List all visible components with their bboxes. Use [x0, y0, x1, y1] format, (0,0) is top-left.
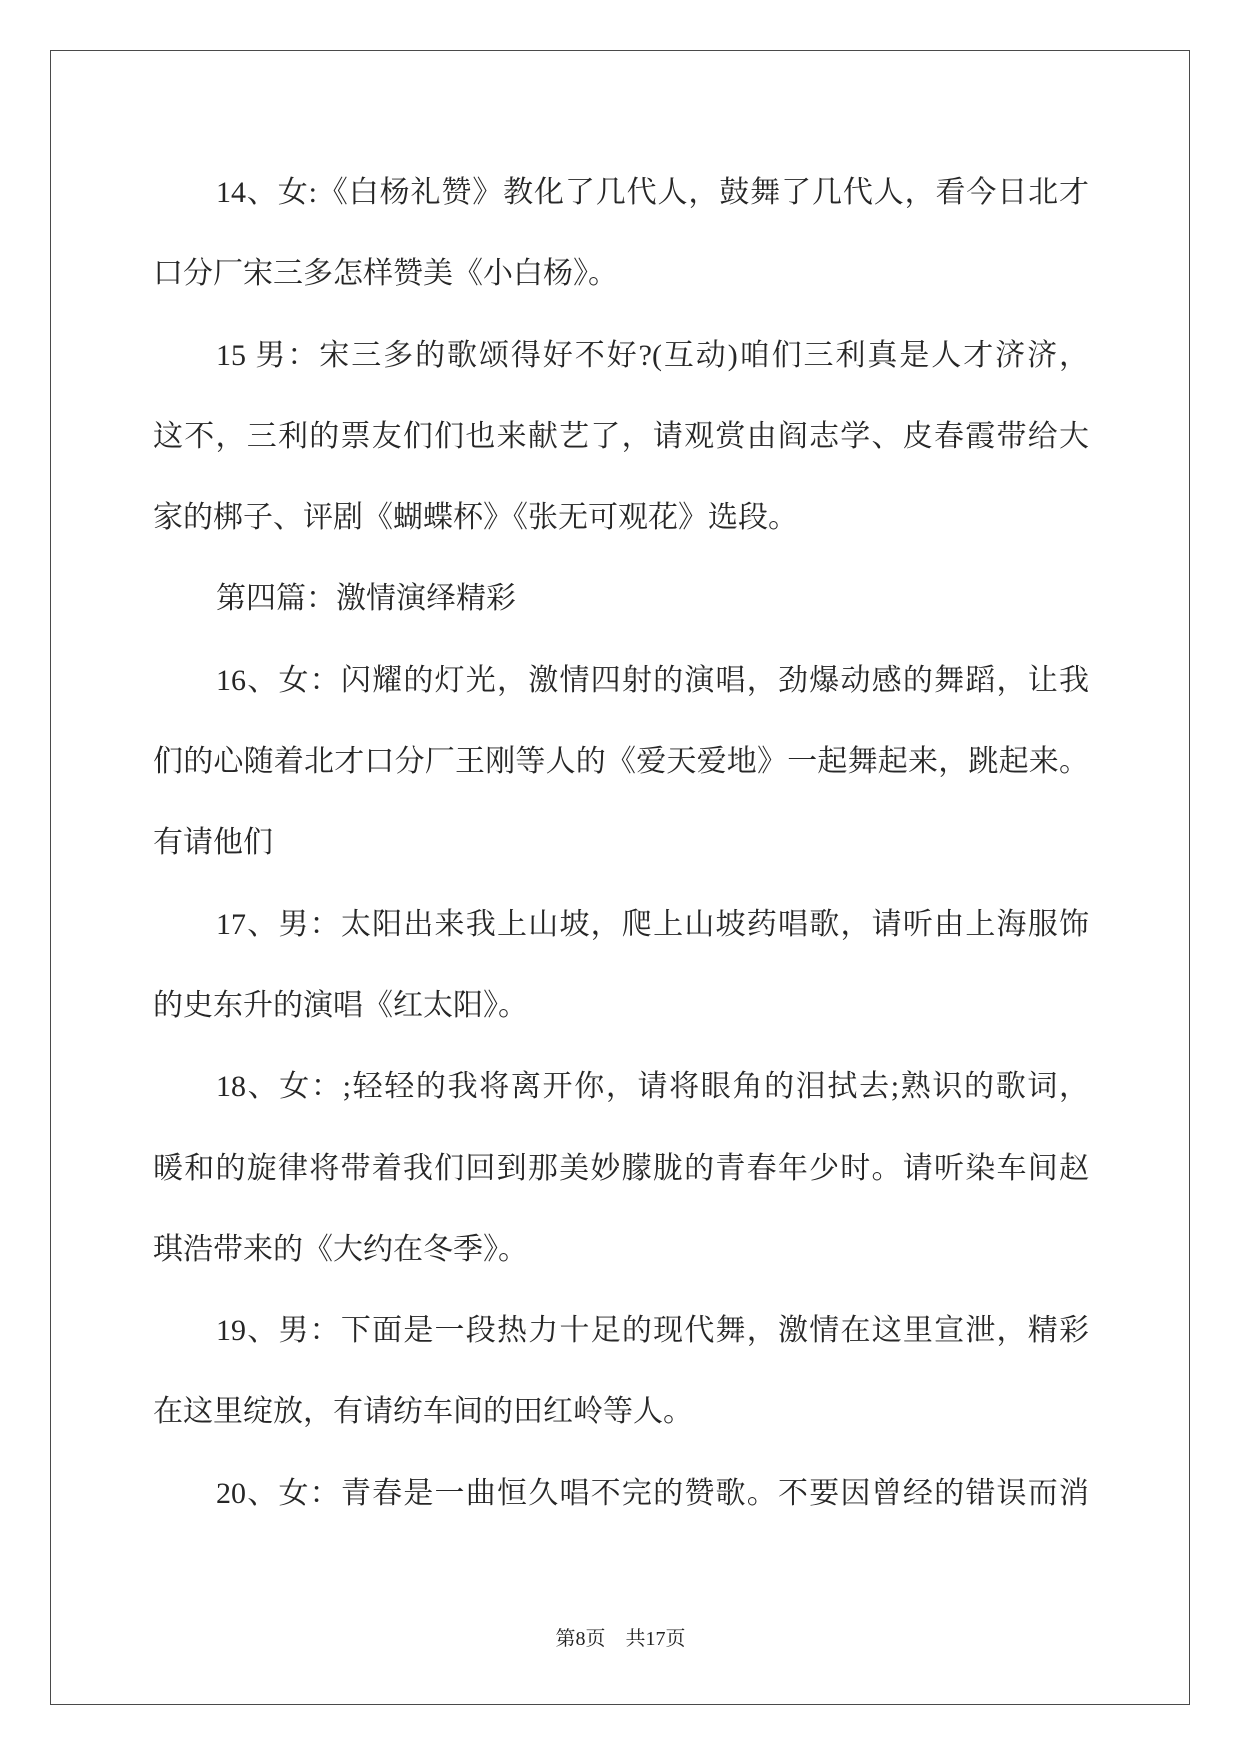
paragraph-line: 暖和的旋律将带着我们回到那美妙朦胧的青春年少时。请听染车间赵	[153, 1151, 1089, 1185]
section-heading: 第四篇：激情演绎精彩	[216, 582, 516, 616]
paragraph-line: 口分厂宋三多怎样赞美《小白杨》。	[153, 257, 618, 291]
page-number: 第8页	[555, 1628, 606, 1650]
paragraph-line: 17、男：太阳出来我上山坡，爬上山坡药唱歌，请听由上海服饰	[216, 907, 1089, 941]
paragraph-line: 16、女：闪耀的灯光，激情四射的演唱，劲爆动感的舞蹈，让我	[216, 663, 1089, 697]
page-total: 共17页	[625, 1628, 686, 1650]
document-body	[153, 152, 1089, 1534]
paragraph-line: 家的梆子、评剧《蝴蝶杯》《张无可观花》选段。	[153, 501, 798, 535]
paragraph-line: 们的心随着北才口分厂王刚等人的《爱天爱地》一起舞起来，跳起来。	[153, 745, 1089, 779]
paragraph-line: 在这里绽放，有请纺车间的田红岭等人。	[153, 1395, 693, 1429]
paragraph-line: 19、男：下面是一段热力十足的现代舞，激情在这里宣泄，精彩	[216, 1314, 1089, 1348]
paragraph-line: 20、女：青春是一曲恒久唱不完的赞歌。不要因曾经的错误而消	[216, 1476, 1089, 1510]
paragraph-line: 18、女：;轻轻的我将离开你，请将眼角的泪拭去;熟识的歌词，	[216, 1070, 1089, 1104]
page-footer	[0, 1626, 1241, 1652]
paragraph-line: 的史东升的演唱《红太阳》。	[153, 988, 528, 1022]
paragraph-line: 这不，三利的票友们们也来献艺了，请观赏由阎志学、皮春霞带给大	[153, 419, 1089, 453]
paragraph-line: 15 男：宋三多的歌颂得好不好?(互动)咱们三利真是人才济济，	[216, 338, 1089, 372]
paragraph-line: 14、女:《白杨礼赞》教化了几代人，鼓舞了几代人，看今日北才	[216, 176, 1089, 209]
paragraph-line: 有请他们	[153, 826, 273, 860]
paragraph-line: 琪浩带来的《大约在冬季》。	[153, 1232, 528, 1266]
